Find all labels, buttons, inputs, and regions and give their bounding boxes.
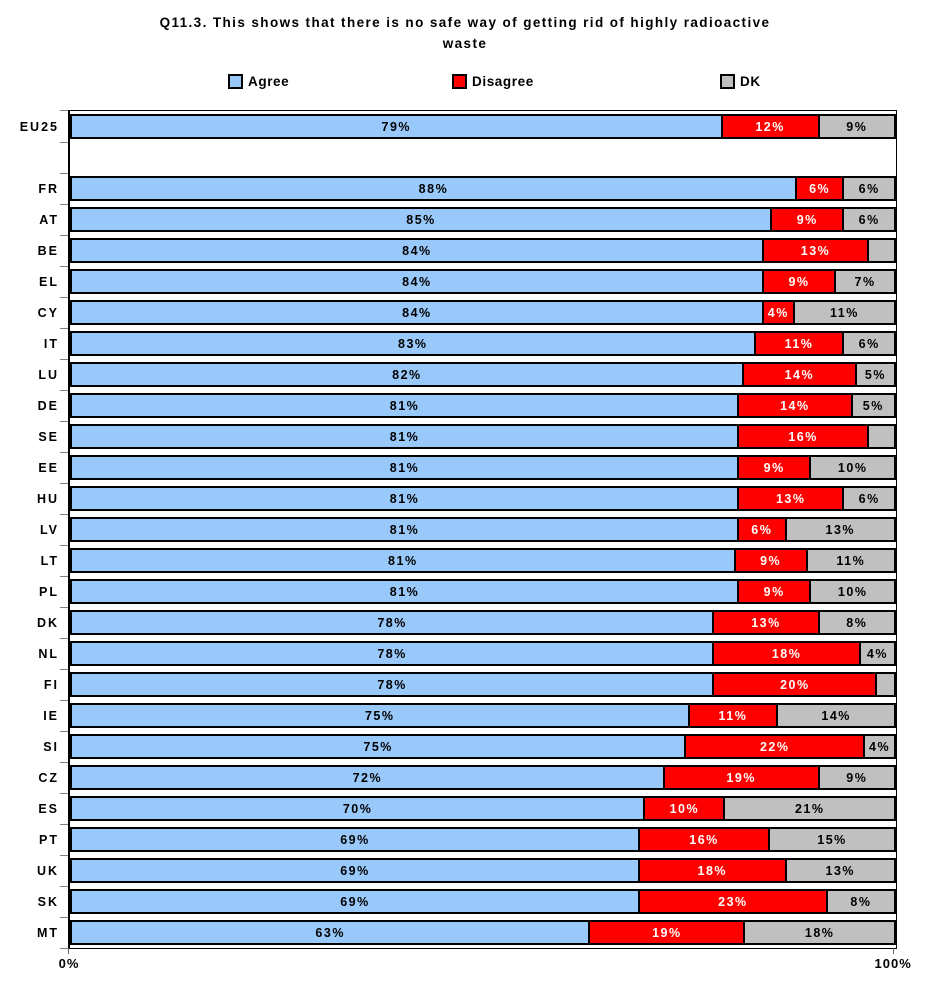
chart-row-mt [36, 917, 896, 948]
value-label: 81% [389, 522, 420, 537]
country-label: DE [37, 398, 59, 413]
bar-segment-dk [859, 641, 896, 666]
chart-title-line1: Q11.3. This shows that there is no safe way of getting rid of highly radioactive [159, 15, 771, 30]
bar-segment-disagree [638, 889, 828, 914]
bar-segment-dk [818, 610, 896, 635]
stacked-bar [70, 796, 896, 821]
stacked-bar [70, 393, 896, 418]
bar-segment-agree [70, 548, 736, 573]
stacked-bar [70, 548, 896, 573]
value-label: 19% [726, 770, 756, 785]
value-label: 75% [363, 739, 393, 754]
bar-segment-agree [70, 703, 690, 728]
value-label: 10% [837, 460, 868, 475]
country-label: DK [36, 615, 59, 630]
chart-row-eu25 [19, 111, 896, 142]
bar-segment-disagree [688, 703, 779, 728]
bar-segment-disagree [643, 796, 725, 821]
stacked-bar [70, 176, 896, 201]
value-label: 81% [389, 491, 420, 506]
bar-segment-dk [863, 734, 896, 759]
bar-segment-agree [70, 765, 665, 790]
stacked-bar [70, 672, 896, 697]
stacked-bar [70, 579, 896, 604]
value-label: 9% [796, 212, 818, 227]
country-label: PL [39, 584, 59, 599]
value-label: 23% [718, 894, 748, 909]
bar-segment-agree [70, 114, 723, 139]
value-label: 4% [767, 305, 789, 320]
stacked-bar [70, 300, 896, 325]
chart-row-pt [39, 824, 896, 855]
value-label: 18% [771, 646, 802, 661]
value-label: 78% [377, 646, 407, 661]
bar-segment-agree [70, 393, 739, 418]
value-label: 4% [869, 739, 891, 754]
country-label: MT [36, 925, 59, 940]
value-label: 8% [846, 615, 868, 630]
value-label: 5% [862, 398, 884, 413]
bar-segment-disagree [762, 238, 869, 263]
value-label: 81% [389, 460, 420, 475]
value-label: 18% [697, 863, 728, 878]
value-label: 69% [340, 863, 370, 878]
chart-row-el [39, 266, 896, 297]
chart-row-ie [43, 700, 896, 731]
stacked-bar [70, 331, 896, 356]
value-label: 9% [788, 274, 810, 289]
chart-row-es [38, 793, 896, 824]
value-label: 10% [669, 801, 700, 816]
stacked-bar [70, 269, 896, 294]
bar-segment-agree [70, 455, 739, 480]
chart-title [0, 13, 930, 55]
bar-segment-agree [70, 610, 714, 635]
value-label: 19% [652, 925, 682, 940]
value-label: 14% [821, 708, 851, 723]
chart-row-ee [38, 452, 896, 483]
value-label: 81% [389, 429, 420, 444]
value-label: 6% [858, 181, 880, 196]
value-label: 13% [751, 615, 781, 630]
x-axis-label-max: 100% [874, 956, 912, 971]
bar-segment-dk [806, 548, 896, 573]
bar-segment-dk [855, 362, 896, 387]
chart-row-sk [37, 886, 896, 917]
bar-segment-agree [70, 641, 714, 666]
bar-segment-agree [70, 579, 739, 604]
chart-row-dk [36, 607, 896, 638]
bar-segment-dk [776, 703, 896, 728]
bar-segment-dk [785, 517, 896, 542]
bar-segment-dk [842, 176, 896, 201]
bar-segment-agree [70, 207, 772, 232]
chart-row-lt [40, 545, 896, 576]
bar-segment-disagree [737, 424, 869, 449]
country-label: LV [39, 522, 59, 537]
country-label: EU25 [19, 119, 59, 134]
value-label: 83% [398, 336, 428, 351]
bar-segment-agree [70, 331, 756, 356]
value-label: 82% [392, 367, 422, 382]
bar-segment-agree [70, 300, 764, 325]
dk-swatch-icon [720, 74, 735, 89]
country-label: LU [38, 367, 59, 382]
country-label: SI [43, 739, 59, 754]
x-axis-tick-0 [68, 948, 69, 954]
value-label: 72% [352, 770, 383, 785]
country-label: UK [36, 863, 59, 878]
stacked-bar [70, 238, 896, 263]
value-label: 12% [755, 119, 785, 134]
chart-row-fi [43, 669, 896, 700]
chart-row-it [43, 328, 896, 359]
value-label: 84% [402, 243, 432, 258]
stacked-bar [70, 455, 896, 480]
stacked-bar [70, 858, 896, 883]
legend [0, 74, 930, 92]
value-label: 69% [340, 894, 370, 909]
value-label: 6% [858, 212, 880, 227]
stacked-bar [70, 920, 896, 945]
bar-segment-dk [842, 331, 896, 356]
stacked-bar [70, 610, 896, 635]
country-label: NL [38, 646, 59, 661]
value-label: 6% [809, 181, 831, 196]
chart-row-hu [36, 483, 896, 514]
value-label: 79% [381, 119, 412, 134]
value-label: 78% [377, 615, 407, 630]
value-label: 6% [858, 491, 880, 506]
country-label: BE [37, 243, 59, 258]
chart-row-uk [36, 855, 896, 886]
bar-segment-agree [70, 858, 640, 883]
bar-segment-disagree [737, 455, 811, 480]
stacked-bar [70, 424, 896, 449]
value-label: 6% [858, 336, 880, 351]
value-label: 13% [800, 243, 831, 258]
bar-segment-dk [809, 455, 896, 480]
stacked-bar [70, 362, 896, 387]
value-label: 75% [364, 708, 395, 723]
country-label: PT [39, 832, 59, 847]
bar-segment-agree [70, 889, 640, 914]
chart-row-at [39, 204, 896, 235]
bar-segment-dk [809, 579, 896, 604]
value-label: 16% [689, 832, 719, 847]
country-label: IE [43, 708, 59, 723]
chart-row-se [38, 421, 896, 452]
value-label: 84% [402, 274, 432, 289]
bar-segment-disagree [588, 920, 745, 945]
value-label: 81% [389, 398, 420, 413]
plot-area [19, 110, 897, 949]
bar-segment-agree [70, 827, 640, 852]
value-label: 88% [418, 181, 449, 196]
bar-segment-agree [70, 269, 764, 294]
bar-segment-dk [818, 114, 896, 139]
value-label: 21% [794, 801, 825, 816]
bar-segment-disagree [762, 300, 795, 325]
bar-segment-dk [842, 486, 896, 511]
bar-segment-agree [70, 920, 590, 945]
bar-segment-agree [70, 424, 739, 449]
value-label: 11% [784, 336, 814, 351]
value-label: 69% [340, 832, 370, 847]
value-label: 85% [406, 212, 436, 227]
stacked-bar [70, 734, 896, 759]
value-label: 6% [751, 522, 773, 537]
bar-segment-dk [867, 424, 896, 449]
bar-segment-agree [70, 517, 739, 542]
bar-segment-dk [785, 858, 896, 883]
value-label: 9% [763, 460, 785, 475]
stacked-bar [70, 889, 896, 914]
chart-row-lv [39, 514, 896, 545]
stacked-bar [70, 486, 896, 511]
bar-segment-disagree [762, 269, 836, 294]
country-label: HU [36, 491, 59, 506]
country-label: CZ [38, 770, 59, 785]
value-label: 13% [825, 522, 856, 537]
bar-segment-agree [70, 362, 744, 387]
value-label: 9% [846, 770, 868, 785]
value-label: 9% [846, 119, 868, 134]
stacked-bar [70, 207, 896, 232]
chart-row-de [37, 390, 896, 421]
chart-row-spacer [70, 142, 896, 173]
bar-segment-disagree [712, 672, 877, 697]
bar-segment-disagree [742, 362, 857, 387]
country-label: FR [38, 181, 59, 196]
value-label: 81% [389, 584, 420, 599]
value-label: 16% [788, 429, 818, 444]
agree-swatch-icon [228, 74, 243, 89]
bar-segment-dk [851, 393, 896, 418]
bar-segment-disagree [734, 548, 808, 573]
chart-row-cz [38, 762, 896, 793]
stacked-bar [70, 765, 896, 790]
stacked-bar [70, 517, 896, 542]
chart-row-pl [39, 576, 896, 607]
bar-segment-dk [743, 920, 896, 945]
bar-segment-disagree [737, 517, 787, 542]
value-label: 15% [817, 832, 847, 847]
bar-segment-disagree [737, 579, 811, 604]
disagree-swatch-icon [452, 74, 467, 89]
value-label: 8% [850, 894, 872, 909]
bar-segment-agree [70, 176, 797, 201]
country-label: ES [38, 801, 59, 816]
x-axis-tick-100 [893, 948, 894, 954]
stacked-bar [70, 641, 896, 666]
bar-segment-disagree [737, 486, 844, 511]
value-label: 14% [780, 398, 810, 413]
chart-row-fr [38, 173, 896, 204]
value-label: 63% [315, 925, 345, 940]
bar-segment-agree [70, 796, 645, 821]
bar-segment-disagree [737, 393, 853, 418]
legend-label-disagree: Disagree [472, 74, 534, 89]
bar-segment-disagree [712, 641, 861, 666]
bar-segment-dk [875, 672, 896, 697]
value-label: 11% [836, 553, 866, 568]
bar-segment-agree [70, 672, 714, 697]
country-label: EE [38, 460, 59, 475]
bar-segment-disagree [684, 734, 865, 759]
bar-segment-disagree [663, 765, 820, 790]
bar-segment-disagree [638, 858, 787, 883]
legend-item-disagree [452, 74, 534, 89]
stacked-bar [70, 703, 896, 728]
stacked-bar [70, 827, 896, 852]
value-label: 13% [775, 491, 806, 506]
value-label: 14% [784, 367, 815, 382]
value-label: 11% [830, 305, 859, 320]
value-label: 9% [763, 584, 785, 599]
bar-segment-dk [867, 238, 896, 263]
bar-segment-dk [723, 796, 896, 821]
country-label: LT [40, 553, 59, 568]
chart-row-cy [37, 297, 896, 328]
bar-segment-disagree [770, 207, 844, 232]
country-label: SK [37, 894, 59, 909]
value-label: 81% [388, 553, 418, 568]
bar-segment-disagree [712, 610, 819, 635]
chart-row-lu [38, 359, 896, 390]
chart-row-be [37, 235, 896, 266]
value-label: 4% [866, 646, 888, 661]
value-label: 10% [837, 584, 868, 599]
chart-row-si [43, 731, 896, 762]
bar-segment-dk [842, 207, 896, 232]
country-label: EL [39, 274, 59, 289]
bar-segment-disagree [754, 331, 845, 356]
country-label: AT [39, 212, 59, 227]
bar-segment-dk [826, 889, 896, 914]
bar-segment-dk [818, 765, 896, 790]
value-label: 70% [342, 801, 373, 816]
bar-segment-disagree [795, 176, 845, 201]
value-label: 20% [780, 677, 810, 692]
value-label: 84% [402, 305, 432, 320]
value-label: 11% [718, 708, 748, 723]
value-label: 22% [759, 739, 790, 754]
value-label: 7% [854, 274, 876, 289]
stacked-bar [70, 114, 896, 139]
value-label: 18% [804, 925, 835, 940]
legend-item-agree [228, 74, 289, 89]
bar-segment-agree [70, 238, 764, 263]
bar-segment-agree [70, 486, 739, 511]
chart-title-line2: waste [442, 35, 488, 51]
legend-label-dk: DK [740, 74, 761, 89]
bar-segment-dk [793, 300, 896, 325]
bar-segment-disagree [638, 827, 770, 852]
legend-item-dk [720, 74, 761, 89]
legend-label-agree: Agree [248, 74, 290, 89]
value-label: 9% [760, 553, 782, 568]
country-label: SE [38, 429, 59, 444]
country-label: IT [43, 336, 59, 351]
country-label: CY [37, 305, 59, 320]
bar-segment-dk [768, 827, 896, 852]
chart-row-nl [38, 638, 896, 669]
value-label: 5% [864, 367, 886, 382]
value-label: 13% [825, 863, 856, 878]
value-label: 78% [377, 677, 407, 692]
bar-segment-dk [834, 269, 896, 294]
bar-segment-disagree [721, 114, 820, 139]
x-axis-label-min: 0% [58, 956, 80, 971]
country-label: FI [43, 677, 59, 692]
bar-segment-agree [70, 734, 686, 759]
